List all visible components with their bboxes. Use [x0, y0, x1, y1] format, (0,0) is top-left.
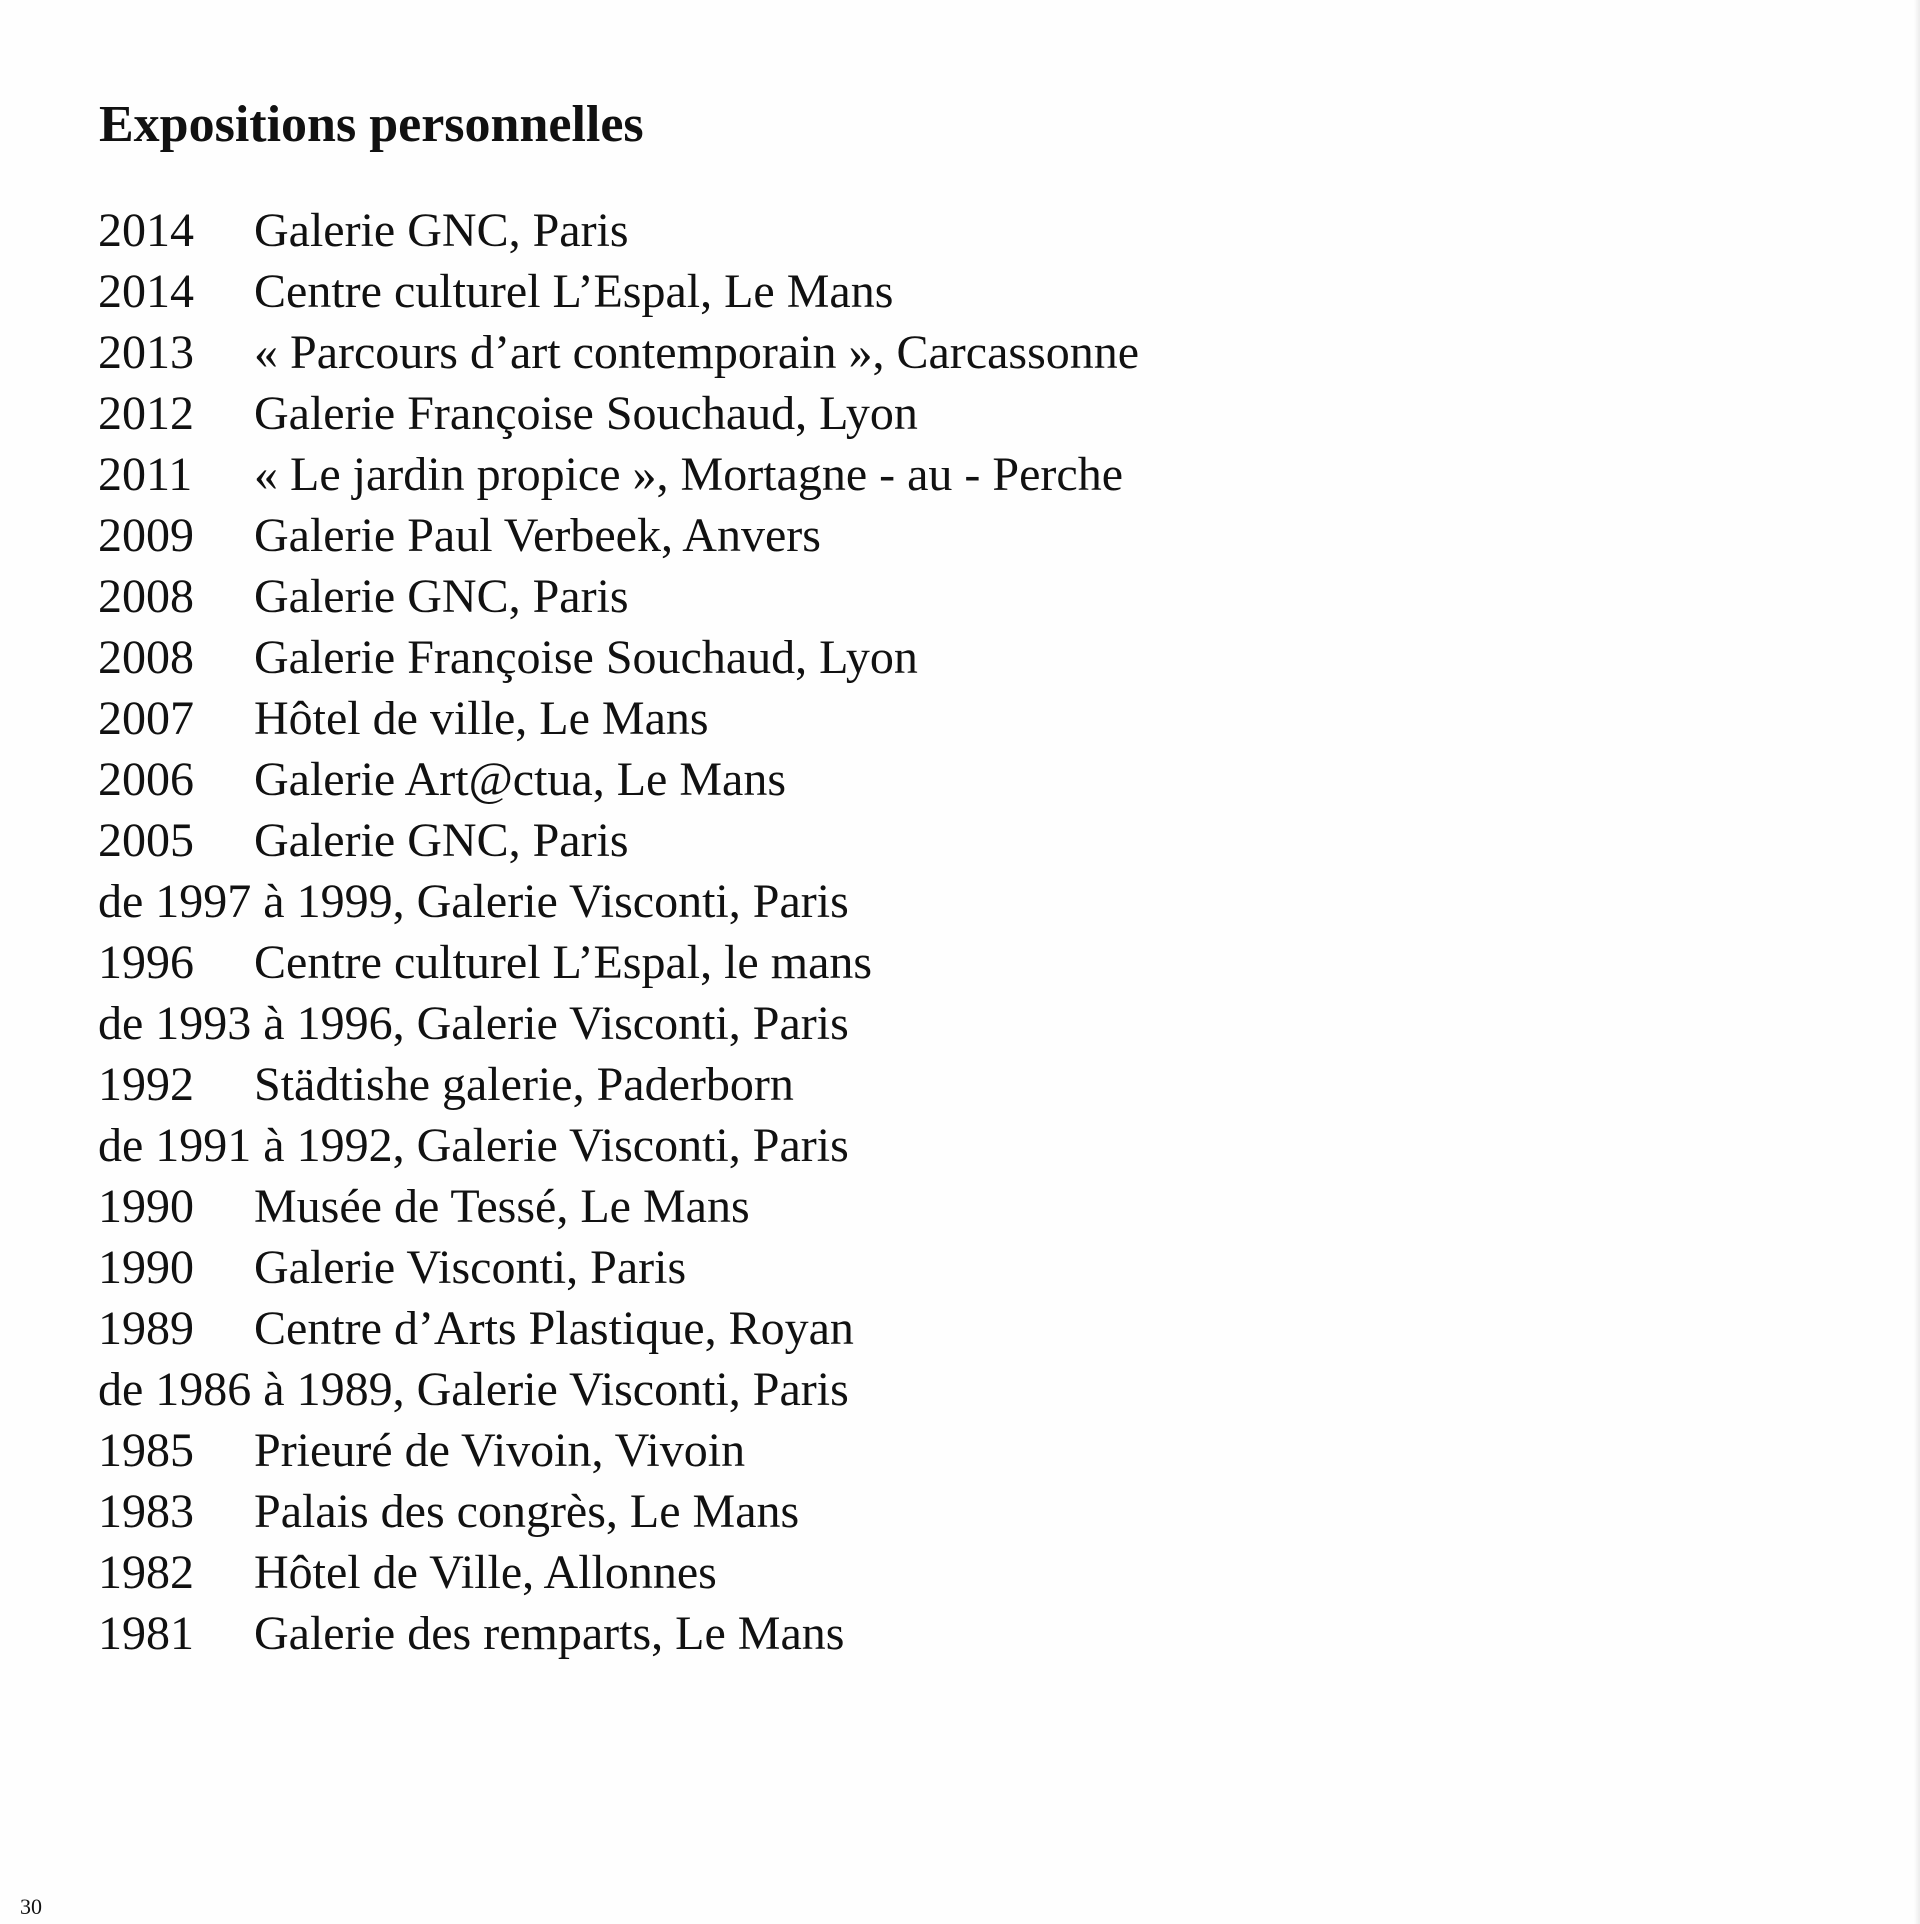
exhibition-year: 2005	[98, 814, 194, 867]
exhibition-venue: Centre d’Arts Plastique, Royan	[254, 1302, 854, 1355]
exhibition-venue: Hôtel de Ville, Allonnes	[254, 1546, 717, 1599]
exhibition-year: 2013	[98, 326, 194, 379]
page-heading: Expositions personnelles	[99, 96, 644, 153]
page-number: 30	[20, 1894, 42, 1919]
exhibition-year: 2009	[98, 509, 194, 562]
exhibition-item	[98, 1237, 1139, 1298]
exhibition-venue: Galerie Françoise Souchaud, Lyon	[254, 631, 918, 684]
exhibition-venue: Galerie GNC, Paris	[254, 814, 629, 867]
exhibition-year: 2014	[98, 265, 194, 318]
exhibition-item	[98, 1603, 1139, 1664]
exhibition-list	[98, 200, 1139, 1664]
exhibition-item	[98, 749, 1139, 810]
exhibition-venue: Centre culturel L’Espal, le mans	[254, 936, 873, 989]
scan-edge-shadow	[1914, 0, 1920, 1924]
exhibition-year: 2008	[98, 631, 194, 684]
exhibition-year: 2014	[98, 204, 194, 257]
exhibition-item-range: de 1997 à 1999, Galerie Visconti, Paris	[98, 875, 849, 928]
exhibition-venue: Galerie GNC, Paris	[254, 204, 629, 257]
exhibition-year: 1990	[98, 1241, 194, 1294]
exhibition-item	[98, 1054, 1139, 1115]
exhibition-item	[98, 1298, 1139, 1359]
exhibition-item	[98, 566, 1139, 627]
exhibition-venue: « Le jardin propice », Mortagne - au - Perche	[254, 448, 1123, 501]
exhibition-item	[98, 200, 1139, 261]
exhibition-year: 2007	[98, 692, 194, 745]
exhibition-venue: Galerie Françoise Souchaud, Lyon	[254, 387, 918, 440]
exhibition-item	[98, 1542, 1139, 1603]
exhibition-venue: Städtishe galerie, Paderborn	[254, 1058, 794, 1111]
exhibition-year: 1982	[98, 1546, 194, 1599]
exhibition-year: 1992	[98, 1058, 194, 1111]
exhibition-venue: Galerie Art@ctua, Le Mans	[254, 753, 787, 806]
exhibition-venue: « Parcours d’art contemporain », Carcassonne	[254, 326, 1140, 379]
exhibition-item	[98, 1481, 1139, 1542]
exhibition-year: 1996	[98, 936, 194, 989]
exhibition-venue: Palais des congrès, Le Mans	[254, 1485, 800, 1538]
exhibition-year: 2006	[98, 753, 194, 806]
exhibition-item-range: de 1991 à 1992, Galerie Visconti, Paris	[98, 1119, 849, 1172]
exhibition-item	[98, 322, 1139, 383]
exhibition-item	[98, 932, 1139, 993]
exhibition-year: 2008	[98, 570, 194, 623]
exhibition-year: 1990	[98, 1180, 194, 1233]
exhibition-item	[98, 261, 1139, 322]
exhibition-item	[98, 688, 1139, 749]
exhibition-item-range: de 1993 à 1996, Galerie Visconti, Paris	[98, 997, 849, 1050]
exhibition-venue: Galerie Paul Verbeek, Anvers	[254, 509, 821, 562]
exhibition-item	[98, 810, 1139, 871]
exhibition-venue: Galerie des remparts, Le Mans	[254, 1607, 845, 1660]
exhibition-venue: Musée de Tessé, Le Mans	[254, 1180, 750, 1233]
exhibition-venue: Prieuré de Vivoin, Vivoin	[254, 1424, 746, 1477]
exhibition-venue: Galerie Visconti, Paris	[254, 1241, 687, 1294]
exhibition-item	[98, 505, 1139, 566]
exhibition-item	[98, 627, 1139, 688]
exhibition-year: 2012	[98, 387, 194, 440]
exhibition-item	[98, 383, 1139, 444]
exhibition-year: 1989	[98, 1302, 194, 1355]
exhibition-item	[98, 1176, 1139, 1237]
exhibition-year: 1983	[98, 1485, 194, 1538]
exhibition-venue: Centre culturel L’Espal, Le Mans	[254, 265, 894, 318]
exhibition-venue: Hôtel de ville, Le Mans	[254, 692, 709, 745]
exhibition-year: 1985	[98, 1424, 194, 1477]
exhibition-item-range: de 1986 à 1989, Galerie Visconti, Paris	[98, 1363, 849, 1416]
exhibition-year: 2011	[98, 448, 193, 501]
exhibition-year: 1981	[98, 1607, 194, 1660]
exhibition-item	[98, 444, 1139, 505]
exhibition-venue: Galerie GNC, Paris	[254, 570, 629, 623]
exhibition-item	[98, 1420, 1139, 1481]
